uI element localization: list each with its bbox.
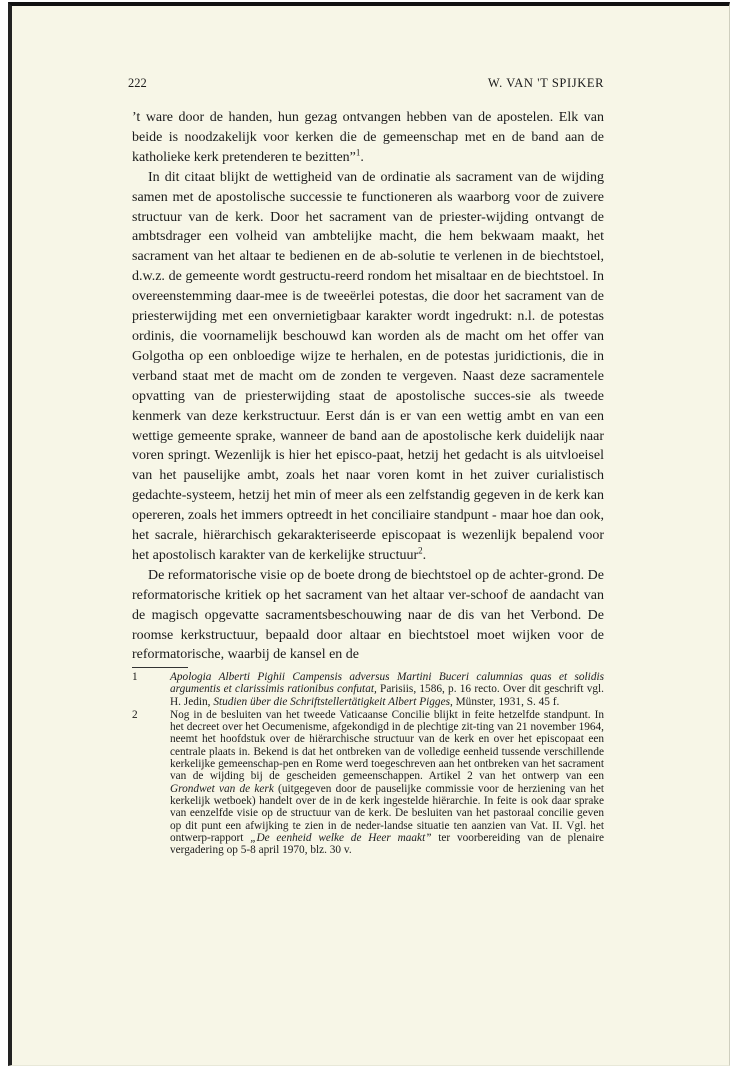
footnotes xyxy=(132,671,604,857)
citation-title: Grondwet van de kerk xyxy=(170,782,274,795)
citation-title: Studien über die Schriftstellertätigkeit Albert Pigges, xyxy=(213,695,453,708)
footnote: 1 Apologia Alberti Pighii Campensis adversus Martini Buceri calumnias quas et solidis argumentis et clarissimis rationibus confutat, Parisiis, 1586, p. 16 recto. Over dit geschrift vgl. H. Jedin, Studien über die Schriftstellertätigkeit Albert Pigges, Münster, 1931, S. 45 f. xyxy=(132,671,604,708)
footnote-number: 2 xyxy=(132,708,138,721)
page-number: 222 xyxy=(128,76,147,90)
running-head: W. VAN 'T SPIJKER xyxy=(487,76,604,90)
footnote-divider xyxy=(132,667,188,668)
footnote-ref: 2 xyxy=(418,545,423,556)
footnote-number: 1 xyxy=(132,671,138,683)
paragraph: In dit citaat blijkt de wettigheid van de ordinatie als sacrament van de wijding samen met de apostolische successie te functioneren als waarborg voor de zuivere structuur van de kerk. Door het sacrament van de priester-wijding ontvangt de ambtsdrager een volheid van ambtelijke macht, die hem bekwaam maakt, het sacrament van het altaar te bedienen en de ab-solutie te verlenen in de biechtstoel, d.w.z. de gemeente wordt gestructu-reerd rondom het misaltaar en de biechtstoel. In overeenstemming daar-mee is de tweeërlei potestas, die door het sacrament van de priesterwijding met een onvernietigbaar karakter wordt ingedrukt: n.l. de potestas ordinis, die voornamelijk beschouwd kan worden als de macht om het offer van Golgotha op een onbloedige wijze te herhalen, en de potestas juridictionis, die in verband staat met de macht om de zonden te vergeven. Naast deze sacramentele opvatting van de priesterwijding staat de apostolische succes-sie als tweede kenmerk van deze kerkstructuur. Eerst dán is er van een wettig ambt en van een wettige gemeente sprake, wanneer de band aan de apostolische kerk duidelijk naar voren springt. Wezenlijk is hier het episco-paat, hetzij het gedacht is als uitvloeisel van het pauselijke ambt, zoals het naar voren komt in het zuiver curialistisch gedachte-systeem, hetzij het min of meer als een zelfstandig gegeven in de kerk kan opereren, zoals het immers optreedt in het conciliaire standpunt - maar hoe dan ook, het sacrale, hiërarchisch gekarakteriseerde episcopaat is wezenlijk bepalend voor het apostolisch karakter van de kerkelijke structuur$^2$. xyxy=(132,169,604,563)
footnote-ref: 1 xyxy=(355,147,361,158)
citation-title: „De eenheid welke de Heer maakt” xyxy=(250,831,432,844)
citation-title: Apologia Alberti Pighii Campensis adversus Martini Buceri calumnias quas et solidis argumentis et clarissimis rationibus confutat, xyxy=(170,671,604,696)
paragraph: De reformatorische visie op de boete drong de biechtstoel op de achter-grond. De reformatorische kritiek op het sacrament van het altaar ver-schoof de aandacht van de magisch opgevatte sacramentsbeschouwing naar de dis van het Verbond. De roomse kerkstructuur, bepaald door altaar en biechtstoel moet wijken voor de reformatorische, waarbij de kansel en de xyxy=(132,567,604,663)
paragraph: ’t ware door de handen, hun gezag ontvangen hebben van de apostelen. Elk van beide is noodzakelijk voor kerken die de gemeenschap met en de band aan de katholieke kerk pretenderen te bezitten”$^1$. xyxy=(132,110,604,165)
body-text xyxy=(132,108,604,665)
page-header xyxy=(128,76,604,96)
footnote: 2 Nog in de besluiten van het tweede Vaticaanse Concilie blijkt in feite hetzelfde standpunt. In het decreet over het Oecumenisme, afgekondigd in de plechtige zit-ting van 21 november 1964, neemt het hoofdstuk over de hiërarchische structuur van de kerk en over het episcopaat een centrale plaats in. Bekend is dat het ontbreken van de volledige eenheid tussende verschillende kerkelijke gemeenschap-pen en Rome werd toegeschreven aan het ontbreken van het sacrament van de wijding bij de gescheiden gemeenschappen. Artikel 2 van het ontwerp van een Grondwet van de kerk (uitgegeven door de pauselijke commissie voor de herziening van het kerkelijk wetboek) handelt over de in de kerk ingestelde hiërarchie. In feite is ook daar sprake van eenzelfde visie op de structuur van de kerk. De besluiten van het pastoraal concilie geven op dit punt een afwijking te zien in de neder-landse situatie ten aanzien van Vat. II. Vgl. het ontwerp-rapport „De eenheid welke de Heer maakt” ter voorbereiding van de plenaire vergadering op 5-8 april 1970, blz. 30 v. xyxy=(132,708,605,857)
